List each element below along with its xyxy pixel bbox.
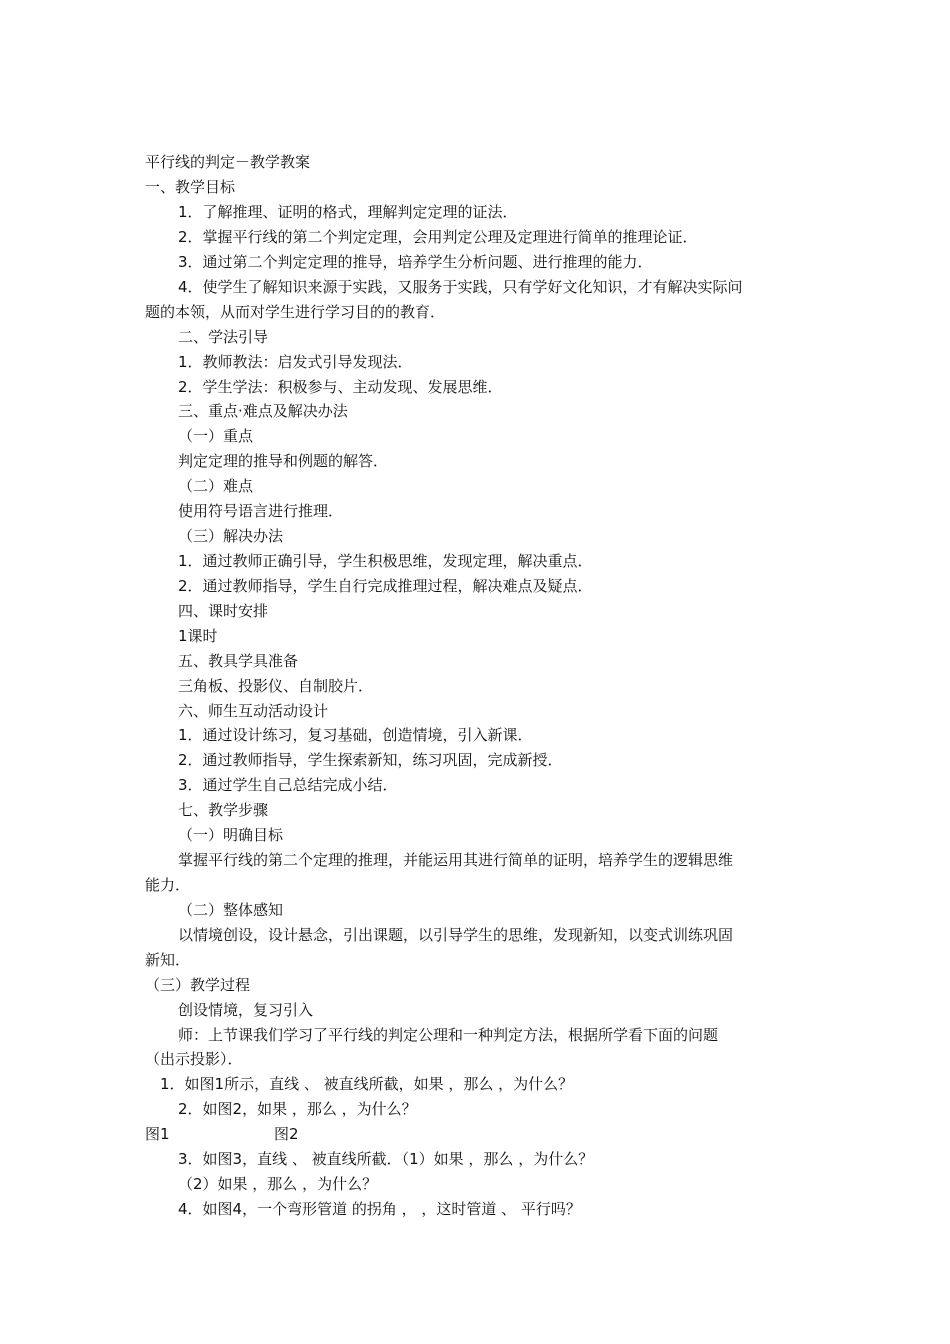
figure-label: 图2	[274, 1125, 299, 1143]
paragraph-line: 3．通过学生自己总结完成小结．	[178, 776, 398, 794]
paragraph-line: 2．通过教师指导，学生探索新知，练习巩固，完成新授．	[178, 751, 563, 769]
paragraph-line: 使用符号语言进行推理．	[178, 502, 344, 520]
section-heading: 七、教学步骤	[178, 801, 269, 819]
section-heading: 六、师生互动活动设计	[178, 702, 329, 720]
paragraph-line: 创设情境，复习引入	[178, 1001, 314, 1019]
paragraph-line: 判定定理的推导和例题的解答．	[178, 452, 389, 470]
subsection-heading: （二）难点	[178, 477, 254, 495]
paragraph-line: 4．使学生了解知识来源于实践，又服务于实践，只有学好文化知识，才有解决实际问	[178, 278, 743, 296]
paragraph-line: 2．通过教师指导，学生自行完成推理过程，解决难点及疑点．	[178, 577, 593, 595]
question-item: 4．如图4，一个弯形管道 的拐角 ， ，这时管道 、 平行吗？	[178, 1200, 581, 1218]
section-heading: 五、教具学具准备	[178, 652, 299, 670]
paragraph-line: 师：上节课我们学习了平行线的判定公理和一种判定方法，根据所学看下面的问题	[178, 1026, 719, 1044]
section-heading: 四、课时安排	[178, 602, 269, 620]
paragraph-line: 1课时	[178, 627, 218, 645]
question-item: （2）如果 ，那么 ，为什么？	[178, 1175, 378, 1193]
paragraph-line: 能力．	[145, 876, 191, 894]
paragraph-line: 3．通过第二个判定定理的推导，培养学生分析问题、进行推理的能力．	[178, 253, 653, 271]
question-item: 3．如图3，直线 、 被直线所截．（1）如果 ，那么 ，为什么？	[178, 1150, 594, 1168]
paragraph-line: 题的本领，从而对学生进行学习目的的教育．	[145, 303, 446, 321]
paragraph-line: 1．教师教法：启发式引导发现法．	[178, 353, 413, 371]
paragraph-line: 2．学生学法：积极参与、主动发现、发展思维．	[178, 378, 503, 396]
paragraph-line: 1．了解推理、证明的格式，理解判定定理的证法．	[178, 203, 518, 221]
section-heading: 三、重点·难点及解决办法	[178, 402, 348, 420]
section-heading: 二、学法引导	[178, 328, 269, 346]
paragraph-line: 掌握平行线的第二个定理的推理，并能运用其进行简单的证明，培养学生的逻辑思维	[178, 851, 734, 869]
question-item: 2．如图2，如果 ，那么 ，为什么？	[178, 1100, 417, 1118]
paragraph-line: 以情境创设，设计悬念，引出课题，以引导学生的思维，发现新知，以变式训练巩固	[178, 926, 734, 944]
document-title: 平行线的判定－教学教案	[145, 153, 311, 171]
figure-label: 图1	[145, 1125, 170, 1143]
question-item: 1．如图1所示，直线 、 被直线所截，如果 ，那么 ，为什么？	[160, 1075, 574, 1093]
paragraph-line: 1．通过教师正确引导，学生积极思维，发现定理，解决重点．	[178, 552, 593, 570]
paragraph-line: 2．掌握平行线的第二个判定定理，会用判定公理及定理进行简单的推理论证．	[178, 228, 698, 246]
subsection-heading: （二）整体感知	[178, 901, 284, 919]
paragraph-line: （出示投影）．	[145, 1050, 243, 1068]
subsection-heading: （三）教学过程	[145, 976, 251, 994]
paragraph-line: 1．通过设计练习，复习基础，创造情境，引入新课．	[178, 726, 533, 744]
subsection-heading: （一）重点	[178, 427, 254, 445]
subsection-heading: （一）明确目标	[178, 826, 284, 844]
paragraph-line: 新知．	[145, 951, 191, 969]
paragraph-line: 三角板、投影仪、自制胶片．	[178, 677, 374, 695]
section-heading: 一、教学目标	[145, 178, 236, 196]
subsection-heading: （三）解决办法	[178, 527, 284, 545]
